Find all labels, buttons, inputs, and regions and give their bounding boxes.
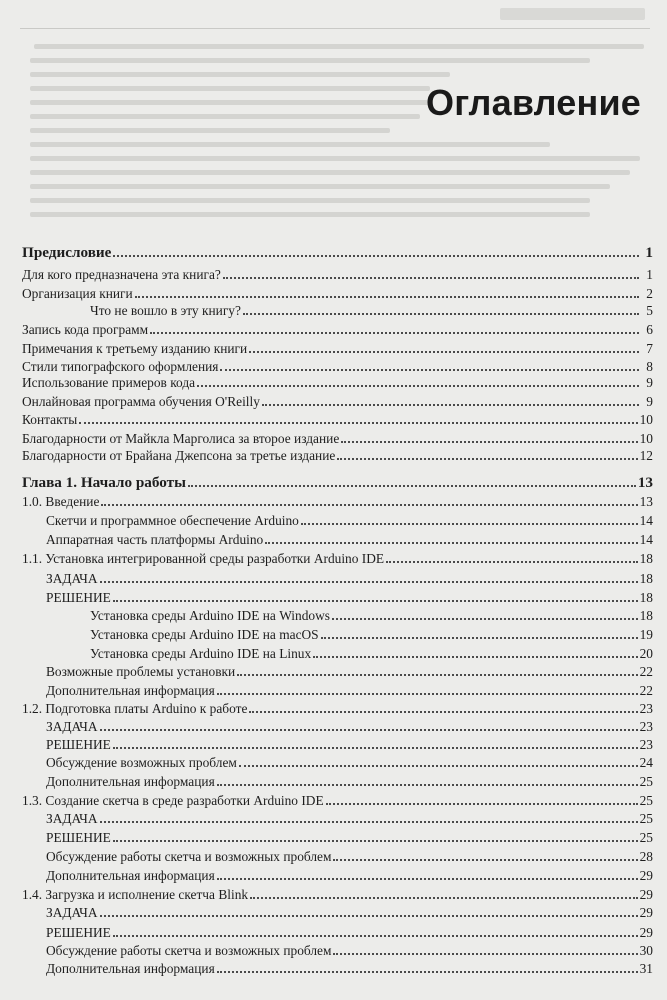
toc-dot-leader: [113, 255, 639, 257]
toc-entry-title: ЗАДАЧА: [46, 811, 98, 826]
toc-dot-leader: [217, 878, 638, 880]
toc-page-number: 29: [639, 905, 653, 920]
toc-page-number: 13: [639, 494, 653, 509]
toc-entry-title: ЗАДАЧА: [46, 571, 98, 586]
toc-dot-leader: [113, 840, 638, 842]
bleed-header-bar: [500, 8, 645, 20]
toc-entry-title: 1.3. Создание скетча в среде разработки Arduino IDE: [22, 793, 324, 808]
toc-page-number: 25: [639, 830, 653, 845]
page-title: Оглавление: [426, 82, 641, 123]
toc-page-number: 24: [639, 755, 653, 770]
toc-entry[interactable]: [46, 826, 653, 846]
toc-entry-title: Дополнительная информация: [46, 868, 215, 883]
toc-dot-leader: [217, 784, 638, 786]
toc-entry[interactable]: [90, 642, 653, 662]
toc-entry-title: Примечания к третьему изданию книги: [22, 341, 248, 356]
toc-dot-leader: [135, 296, 639, 298]
toc-entry[interactable]: [90, 623, 653, 643]
toc-entry-title: 1.0. Введение: [22, 494, 100, 509]
toc-dot-leader: [217, 971, 638, 973]
toc-dot-leader: [250, 897, 638, 899]
toc-entry-title: Что не вошло в эту книгу?: [90, 303, 241, 318]
toc-page-number: 23: [639, 701, 653, 716]
toc-entry[interactable]: [46, 567, 653, 587]
toc-page-number: 25: [639, 793, 653, 808]
toc-page-number: 10: [639, 431, 653, 446]
toc-dot-leader: [243, 313, 639, 315]
toc-dot-leader: [262, 404, 639, 406]
toc-entry-title: Контакты: [22, 412, 78, 427]
toc-entry-title: РЕШЕНИЕ: [46, 737, 111, 752]
toc-entry[interactable]: [22, 318, 653, 338]
toc-entry-title: Аппаратная часть платформы Arduino: [46, 532, 264, 547]
toc-entry[interactable]: [46, 586, 653, 606]
toc-entry[interactable]: [90, 299, 653, 319]
toc-dot-leader: [100, 581, 638, 583]
toc-entry-title: РЕШЕНИЕ: [46, 830, 111, 845]
toc-dot-leader: [386, 561, 638, 563]
toc-section-heading[interactable]: [22, 241, 653, 261]
toc-dot-leader: [188, 485, 636, 487]
toc-entry[interactable]: [46, 901, 653, 921]
toc-page-number: 22: [639, 683, 653, 698]
toc-dot-leader: [333, 953, 637, 955]
toc-page-number: 10: [639, 412, 653, 427]
toc-dot-leader: [100, 915, 638, 917]
toc-page-number: 30: [639, 943, 653, 958]
toc-dot-leader: [249, 351, 639, 353]
toc-entry-title: Скетчи и программное обеспечение Arduino: [46, 513, 299, 528]
toc-dot-leader: [265, 542, 637, 544]
toc-page-number: 18: [639, 590, 653, 605]
toc-dot-leader: [101, 504, 637, 506]
toc-page-number: 20: [639, 646, 653, 661]
toc-dot-leader: [223, 277, 639, 279]
toc-page-number: 6: [646, 322, 653, 337]
toc-entry-title: Стили типографского оформления: [22, 359, 219, 374]
toc-dot-leader: [100, 821, 638, 823]
toc-entry-title: Возможные проблемы установки: [46, 664, 236, 679]
toc-entry[interactable]: [22, 789, 653, 809]
toc-dot-leader: [249, 711, 637, 713]
toc-entry[interactable]: [46, 751, 653, 771]
toc-dot-leader: [341, 441, 637, 443]
toc-entry-title: РЕШЕНИЕ: [46, 590, 111, 605]
toc-entry-title: Использование примеров кода: [22, 375, 196, 390]
toc-page-number: 25: [639, 774, 653, 789]
toc-entry-title: ЗАДАЧА: [46, 905, 98, 920]
toc-entry[interactable]: [22, 444, 653, 464]
toc-page-number: 14: [639, 532, 653, 547]
toc-entry[interactable]: [22, 547, 653, 567]
toc-entry[interactable]: [46, 715, 653, 735]
toc-page-number: 9: [646, 394, 653, 409]
toc-entry-title: Дополнительная информация: [46, 774, 215, 789]
toc-entry[interactable]: [22, 883, 653, 903]
toc-entry-title: 1.4. Загрузка и исполнение скетча Blink: [22, 887, 249, 902]
toc-entry[interactable]: [90, 604, 653, 624]
toc-page-number: 22: [639, 664, 653, 679]
toc-entry[interactable]: [22, 390, 653, 410]
toc-entry[interactable]: [46, 807, 653, 827]
toc-entry-title: Дополнительная информация: [46, 683, 215, 698]
toc-entry-title: ЗАДАЧА: [46, 719, 98, 734]
toc-entry-title: Онлайновая программа обучения O'Reilly: [22, 394, 260, 409]
toc-entry-title: Организация книги: [22, 286, 133, 301]
toc-dot-leader: [217, 693, 638, 695]
toc-entry[interactable]: [22, 697, 653, 717]
toc-dot-leader: [113, 600, 638, 602]
toc-page-number: 29: [639, 887, 653, 902]
toc-entry[interactable]: [22, 490, 653, 510]
toc-page-number: 12: [639, 448, 653, 463]
toc-entry-title: Установка среды Arduino IDE на Windows: [90, 608, 330, 623]
toc-page-number: 23: [639, 719, 653, 734]
toc-page-number: 29: [639, 868, 653, 883]
toc-page-number: 25: [639, 811, 653, 826]
toc-entry[interactable]: [46, 679, 653, 699]
toc-page-number: 2: [646, 286, 653, 301]
toc-entry-title: Запись кода программ: [22, 322, 149, 337]
toc-entry-title: Благодарности от Брайана Джепсона за третье издание: [22, 448, 336, 463]
toc-entry-title: Обсуждение работы скетча и возможных проблем: [46, 943, 332, 958]
toc-page-number: 18: [639, 551, 653, 566]
toc-dot-leader: [301, 523, 638, 525]
toc-dot-leader: [333, 859, 637, 861]
toc-entry-title: 1.1. Установка интегрированной среды разработки Arduino IDE: [22, 551, 385, 566]
toc-page-number: 19: [639, 627, 653, 642]
toc-dot-leader: [100, 729, 638, 731]
toc-dot-leader: [326, 803, 638, 805]
toc-page-number: 5: [646, 303, 653, 318]
toc-page-number: 28: [639, 849, 653, 864]
toc-page-number: 1: [645, 244, 653, 261]
toc-entry-title: 1.2. Подготовка платы Arduino к работе: [22, 701, 248, 716]
toc-page-number: 23: [639, 737, 653, 752]
toc-entry[interactable]: [22, 263, 653, 283]
toc-dot-leader: [239, 765, 638, 767]
toc-entry-title: Обсуждение работы скетча и возможных проблем: [46, 849, 332, 864]
toc-page-number: 18: [639, 571, 653, 586]
toc-entry[interactable]: [22, 337, 653, 357]
toc-dot-leader: [332, 618, 638, 620]
toc-entry[interactable]: [22, 408, 653, 428]
toc-page-number: 18: [639, 608, 653, 623]
toc-entry-title: Глава 1. Начало работы: [22, 474, 186, 491]
toc-page-number: 31: [639, 961, 653, 976]
toc-entry-title: Для кого предназначена эта книга?: [22, 267, 221, 282]
toc-dot-leader: [337, 458, 637, 460]
toc-entry-title: Благодарности от Майкла Марголиса за второе издание: [22, 431, 340, 446]
toc-entry[interactable]: [46, 957, 653, 977]
toc-page-number: 14: [639, 513, 653, 528]
toc-entry[interactable]: [46, 939, 653, 959]
toc-entry-title: Предисловие: [22, 244, 112, 261]
toc-entry-title: Установка среды Arduino IDE на macOS: [90, 627, 319, 642]
toc-dot-leader: [113, 935, 638, 937]
toc-dot-leader: [150, 332, 639, 334]
toc-entry-title: Установка среды Arduino IDE на Linux: [90, 646, 312, 661]
toc-page-number: 7: [646, 341, 653, 356]
toc-entry[interactable]: [46, 528, 653, 548]
toc-dot-leader: [237, 674, 637, 676]
toc-entry[interactable]: [46, 509, 653, 529]
toc-page-number: 1: [646, 267, 653, 282]
toc-entry-title: РЕШЕНИЕ: [46, 925, 111, 940]
toc-section-heading[interactable]: [22, 471, 653, 491]
toc-entry[interactable]: [46, 921, 653, 941]
toc-page-number: 9: [646, 375, 653, 390]
toc-entry[interactable]: [46, 660, 653, 680]
toc-dot-leader: [197, 385, 639, 387]
toc-dot-leader: [79, 422, 637, 424]
toc-entry[interactable]: [46, 770, 653, 790]
toc-dot-leader: [321, 637, 638, 639]
toc-entry-title: Дополнительная информация: [46, 961, 215, 976]
toc-entry[interactable]: [46, 864, 653, 884]
toc-page-number: 29: [639, 925, 653, 940]
toc-dot-leader: [113, 747, 638, 749]
toc-dot-leader: [313, 656, 637, 658]
toc-entry[interactable]: [22, 371, 653, 391]
toc-page-number: 8: [646, 359, 653, 374]
toc-page-number: 13: [637, 474, 653, 491]
toc-entry-title: Обсуждение возможных проблем: [46, 755, 237, 770]
toc-entry[interactable]: [46, 733, 653, 753]
toc-entry[interactable]: [46, 845, 653, 865]
